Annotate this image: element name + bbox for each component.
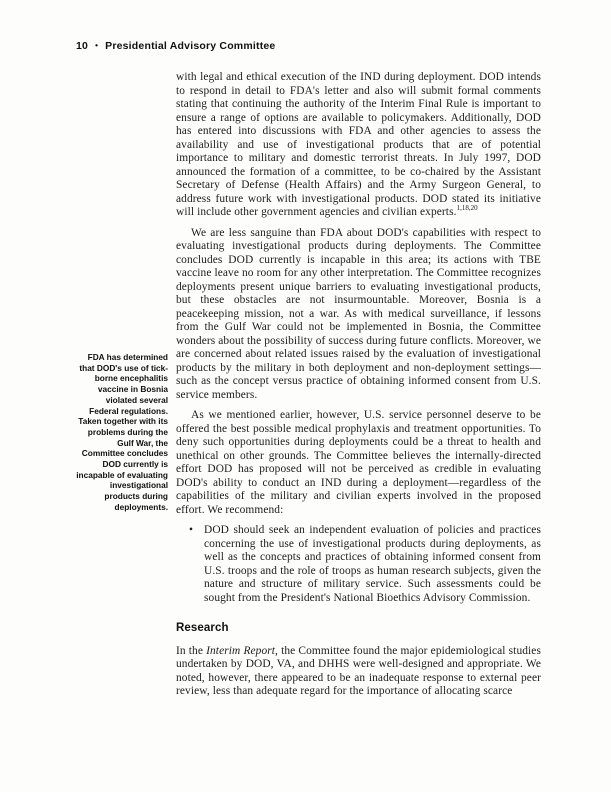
paragraph-4-italic-title: Interim Report [206,644,276,657]
bullet-icon: • [189,524,194,536]
recommendation-bullet-text: DOD should seek an independent evaluation of policies and practices concerning the use of investigational products during deployments, as well as the concepts and practices of obtaining informed consent from U.S. troops and the role of troops as human research subjects, given the nature and structure of military service. Such assessments could be sought from the President's National Bioethics Advisory Commission. [204,524,541,604]
page-number: 10 [76,40,89,52]
body-paragraph-4 [176,645,541,699]
body-column [176,71,541,706]
section-heading-research: Research [176,622,229,634]
body-paragraph-1 [176,71,541,220]
body-paragraph-2: We are less sanguine than FDA about DOD's capabilities with respect to evaluating investigational products during deployments. The Committee concludes DOD currently is incapable in this area; its actions with TBE vaccine leave no room for any other interpretation. The Committee recognizes deployments present unique barriers to evaluating investigational products, but these obstacles are not insurmountable. Moreover, Bosnia is a peacekeeping mission, not a war. As with medical surveillance, if lessons from the Gulf War could not be implemented in Bosnia, the Committee wonders about the possibility of success during future conflicts. Moreover, we are concerned about related issues raised by the evaluation of investigational products by the military in both deployment and non-deployment settings—such as the concept versus practice of obtaining informed consent from U.S. service members. [176,226,541,401]
page-header [76,40,275,52]
paragraph-4-suffix: , the Committee found the major epidemiological studies undertaken by DOD, VA, and DHHS were well-designed and appropriate. We noted, however, there appeared to be an inadequate response to external peer review, less than adequate regard for the importance of allocating scarce [176,644,541,697]
paragraph-4-prefix: In the [176,644,207,657]
header-title: Presidential Advisory Committee [105,40,276,52]
header-bullet-icon: • [95,41,99,50]
paragraph-1-text: with legal and ethical execution of the IND during deployment. DOD intends to respond in detail to FDA's letter and also will submit formal comments stating that continuing the authority of the Interim Final Rule is important to ensure a range of options are available to policymakers. Additionally, DOD has entered into discussions with FDA and other agencies to assess the availability and use of investigational products that are of potential importance to military and domestic terrorist threats. In July 1997, DOD announced the formation of a committee, to be co-chaired by the Assistant Secretary of Defense (Health Affairs) and the Army Surgeon General, to address future work with investigational products. DOD stated its initiative will include other government agencies and civilian experts. [176,71,541,218]
footnote-references: 1,18,20 [456,204,478,213]
recommendation-bullet-item [176,524,541,605]
margin-note: FDA has determined that DOD's use of tick-borne encephalitis vaccine in Bosnia violated several Federal regulations. Taken together with its problems during the Gulf War, the Committee concludes DOD currently is incapable of evaluating investigational products during deployments. [76,352,168,512]
body-paragraph-3: As we mentioned earlier, however, U.S. service personnel deserve to be offered the best possible medical prophylaxis and treatment opportunities. To deny such opportunities during deployments could be a threat to health and unethical on other grounds. The Committee believes the internally-directed effort DOD has proposed will not be perceived as credible in evaluating DOD's ability to conduct an IND during a deployment—regardless of the capabilities of the military and civilian experts involved in the proposed effort. We recommend: [176,409,541,516]
